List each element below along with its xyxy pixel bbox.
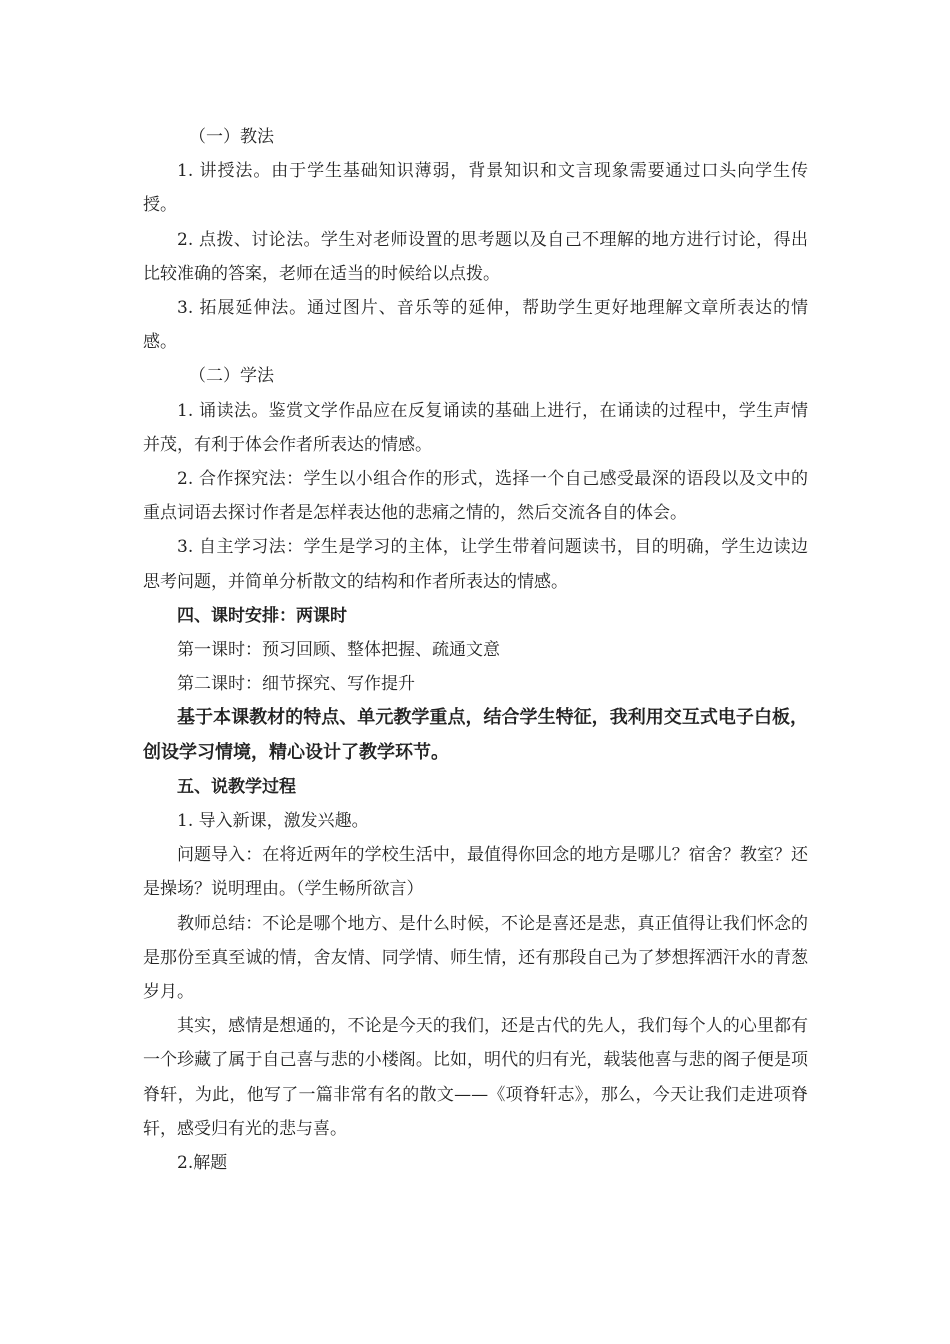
paragraph-self-study-method: 3. 自主学习法：学生是学习的主体，让学生带着问题读书，目的明确，学生边读边思考问题，并简单分析散文的结构和作者所表达的情感。	[143, 537, 808, 592]
paragraph-recitation-method: 1. 诵读法。鉴赏文学作品应在反复诵读的基础上进行，在诵读的过程中，学生声情并茂，有利于体会作者所表达的情感。	[143, 400, 808, 455]
document-body	[143, 120, 808, 1180]
paragraph-title-explanation: 2.解题	[177, 1153, 228, 1174]
paragraph-lecture-method: 1. 讲授法。由于学生基础知识薄弱，背景知识和文言现象需要通过口头向学生传授。	[143, 161, 808, 216]
paragraph-discussion-method: 2. 点拨、讨论法。学生对老师设置的思考题以及自己不理解的地方进行讨论，得出比较准确的答案，老师在适当的时候给以点拨。	[143, 229, 808, 284]
paragraph-first-lesson: 第一课时：预习回顾、整体把握、疏通文意	[177, 640, 500, 661]
section-heading-teaching-methods: （一）教法	[189, 127, 274, 147]
paragraph-transition: 其实，感情是想通的，不论是今天的我们，还是古代的先人，我们每个人的心里都有一个珍藏了属于自己喜与悲的小楼阁。比如，明代的归有光，载装他喜与悲的阁子便是项脊轩，为此，他写了一篇非常有名的散文——《项脊轩志》，那么，今天让我们走进项脊轩，感受归有光的悲与喜。	[143, 1016, 808, 1139]
section-heading-process: 五、说教学过程	[177, 776, 296, 797]
paragraph-extension-method: 3. 拓展延伸法。通过图片、音乐等的延伸，帮助学生更好地理解文章所表达的情感。	[143, 298, 808, 353]
paragraph-cooperative-method: 2. 合作探究法：学生以小组合作的形式，选择一个自己感受最深的语段以及文中的重点词语去探讨作者是怎样表达他的悲痛之情的，然后交流各自的体会。	[143, 469, 808, 524]
paragraph-introduction: 1. 导入新课，激发兴趣。	[177, 811, 369, 832]
section-heading-schedule: 四、课时安排：两课时	[177, 605, 347, 626]
paragraph-teacher-summary: 教师总结：不论是哪个地方、是什么时候，不论是喜还是悲，真正值得让我们怀念的是那份至真至诚的情，舍友情、同学情、师生情，还有那段自己为了梦想挥洒汗水的青葱岁月。	[143, 913, 808, 1003]
paragraph-second-lesson: 第二课时：细节探究、写作提升	[177, 674, 415, 695]
paragraph-design-summary: 基于本课教材的特点、单元教学重点，结合学生特征，我利用交互式电子白板，创设学习情境，精心设计了教学环节。	[143, 707, 808, 763]
section-heading-learning-methods: （二）学法	[189, 366, 274, 387]
paragraph-question-intro: 问题导入：在将近两年的学校生活中，最值得你回念的地方是哪儿？宿舍？教室？还是操场？说明理由。（学生畅所欲言）	[143, 845, 808, 900]
